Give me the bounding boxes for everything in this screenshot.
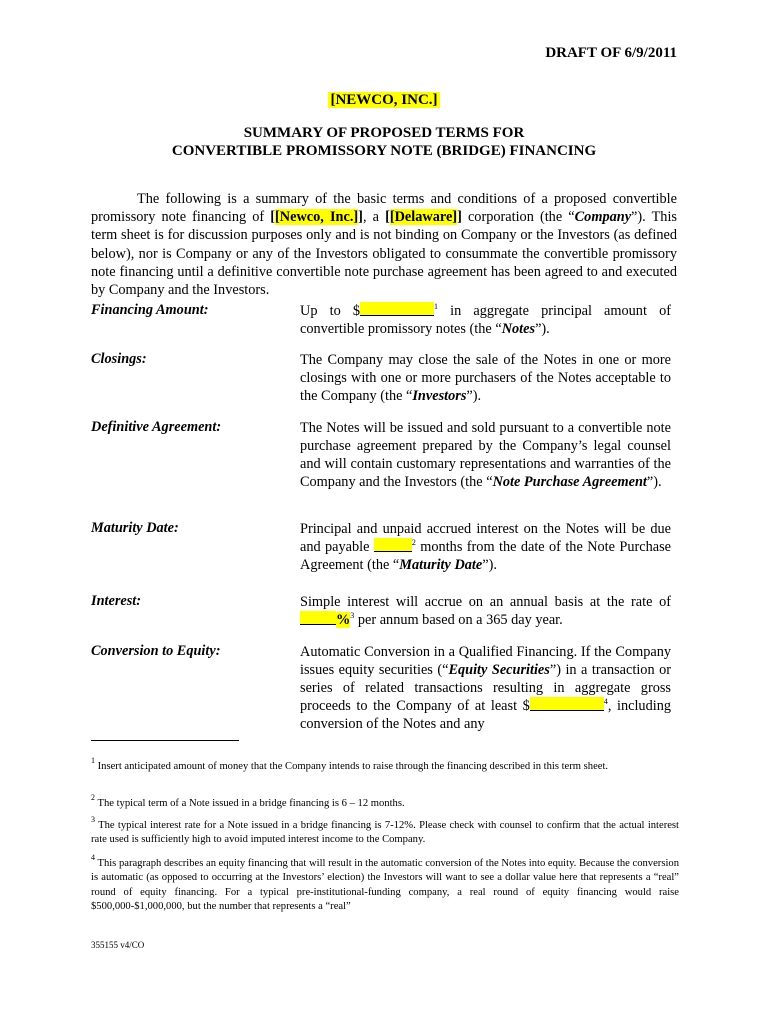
amount-blank[interactable] — [360, 302, 434, 316]
rate-blank[interactable] — [300, 611, 336, 625]
threshold-blank[interactable] — [530, 697, 604, 711]
footnote-2: $^2$ The typical term of a Note issued in a bridge financing is 6 – 12 months. — [91, 792, 405, 809]
document-id: 355155 v4/CO — [91, 940, 145, 950]
term-label-financing-amount: Financing Amount: — [91, 302, 209, 318]
title-line-1: SUMMARY OF PROPOSED TERMS FOR — [243, 125, 525, 141]
footnote-4: $^4$ This paragraph describes an equity financing that will result in the automatic conversion of the Notes into equity. Because the conversion is automatic (as opposed to occurring at the Investors’ election) the Investors will want to see a dollar value here that represents a “real” round of equity financing. For a typical pre-institutional-funding company, a real round of equity financing would raise $500,000-$1,000,000, but the number that represents a “real” — [91, 852, 679, 913]
months-blank[interactable] — [374, 538, 412, 552]
term-value-definitive-agreement: The Notes will be issued and sold pursuant to a convertible note purchase agreement prepared by the Company’s legal counsel and will contain customary representations and warranties of the Company and the Investors (the “Note Purchase Agreement”). — [300, 420, 671, 490]
draft-date: DRAFT OF 6/9/2011 — [545, 45, 677, 61]
footnote-1: $^1$ Insert anticipated amount of money that the Company intends to raise through the financing described in this term sheet. — [91, 755, 609, 772]
term-label-interest: Interest: — [91, 593, 142, 609]
term-value-maturity-date: Principal and unpaid accrued interest on the Notes will be due and payable $^2$ months from the date of the Note Purchase Agreement (the “Maturity Date”). — [300, 521, 671, 573]
intro-paragraph: The following is a summary of the basic terms and conditions of a proposed convertible promissory note financing of [[Newco, Inc.]], a [[Delaware]] corporation (the “Company”). This term sheet is for discussion purposes only and is not binding on Company or the Investors (as defined below), nor is Company or any of the Investors obligated to consummate the convertible promissory note financing until a definitive convertible note purchase agreement has been agreed to and executed by Company and the Investors. — [91, 191, 677, 299]
term-value-financing-amount: Up to $ $^1$ in aggregate principal amount of convertible promissory notes (the “Notes”). — [300, 302, 671, 337]
footnote-3: $^3$ The typical interest rate for a Note issued in a bridge financing is 7-12%. Please check with counsel to confirm that the actual interest rate used is sufficiently high to avoid imputed interest income to the Company. — [91, 814, 679, 846]
document-title — [0, 124, 768, 160]
newco-placeholder: [Newco, Inc.] — [275, 209, 359, 226]
term-value-closings: The Company may close the sale of the Notes in one or more closings with one or more purchasers of the Notes acceptable to the Company (the “Investors”). — [300, 352, 671, 404]
term-label-closings: Closings: — [91, 351, 147, 367]
company-name-heading: [NEWCO, INC.] — [330, 92, 438, 108]
title-line-2: CONVERTIBLE PROMISSORY NOTE (BRIDGE) FINANCING — [171, 143, 597, 159]
term-label-maturity-date: Maturity Date: — [91, 520, 179, 536]
term-value-interest: Simple interest will accrue on an annual basis at the rate of %$^3$ per annum based on a 365 day year. — [300, 594, 671, 628]
term-label-conversion-to-equity: Conversion to Equity: — [91, 643, 221, 659]
term-value-conversion-to-equity: Automatic Conversion in a Qualified Financing. If the Company issues equity securities (“Equity Securities”) in a transaction or series of related transactions resulting in aggregate gross proceeds to the Company of at least $ $^4$, including conversion of the Notes and any — [300, 644, 672, 732]
delaware-placeholder: [Delaware] — [389, 209, 458, 226]
footnote-divider — [91, 740, 239, 741]
term-label-definitive-agreement: Definitive Agreement: — [91, 419, 222, 435]
